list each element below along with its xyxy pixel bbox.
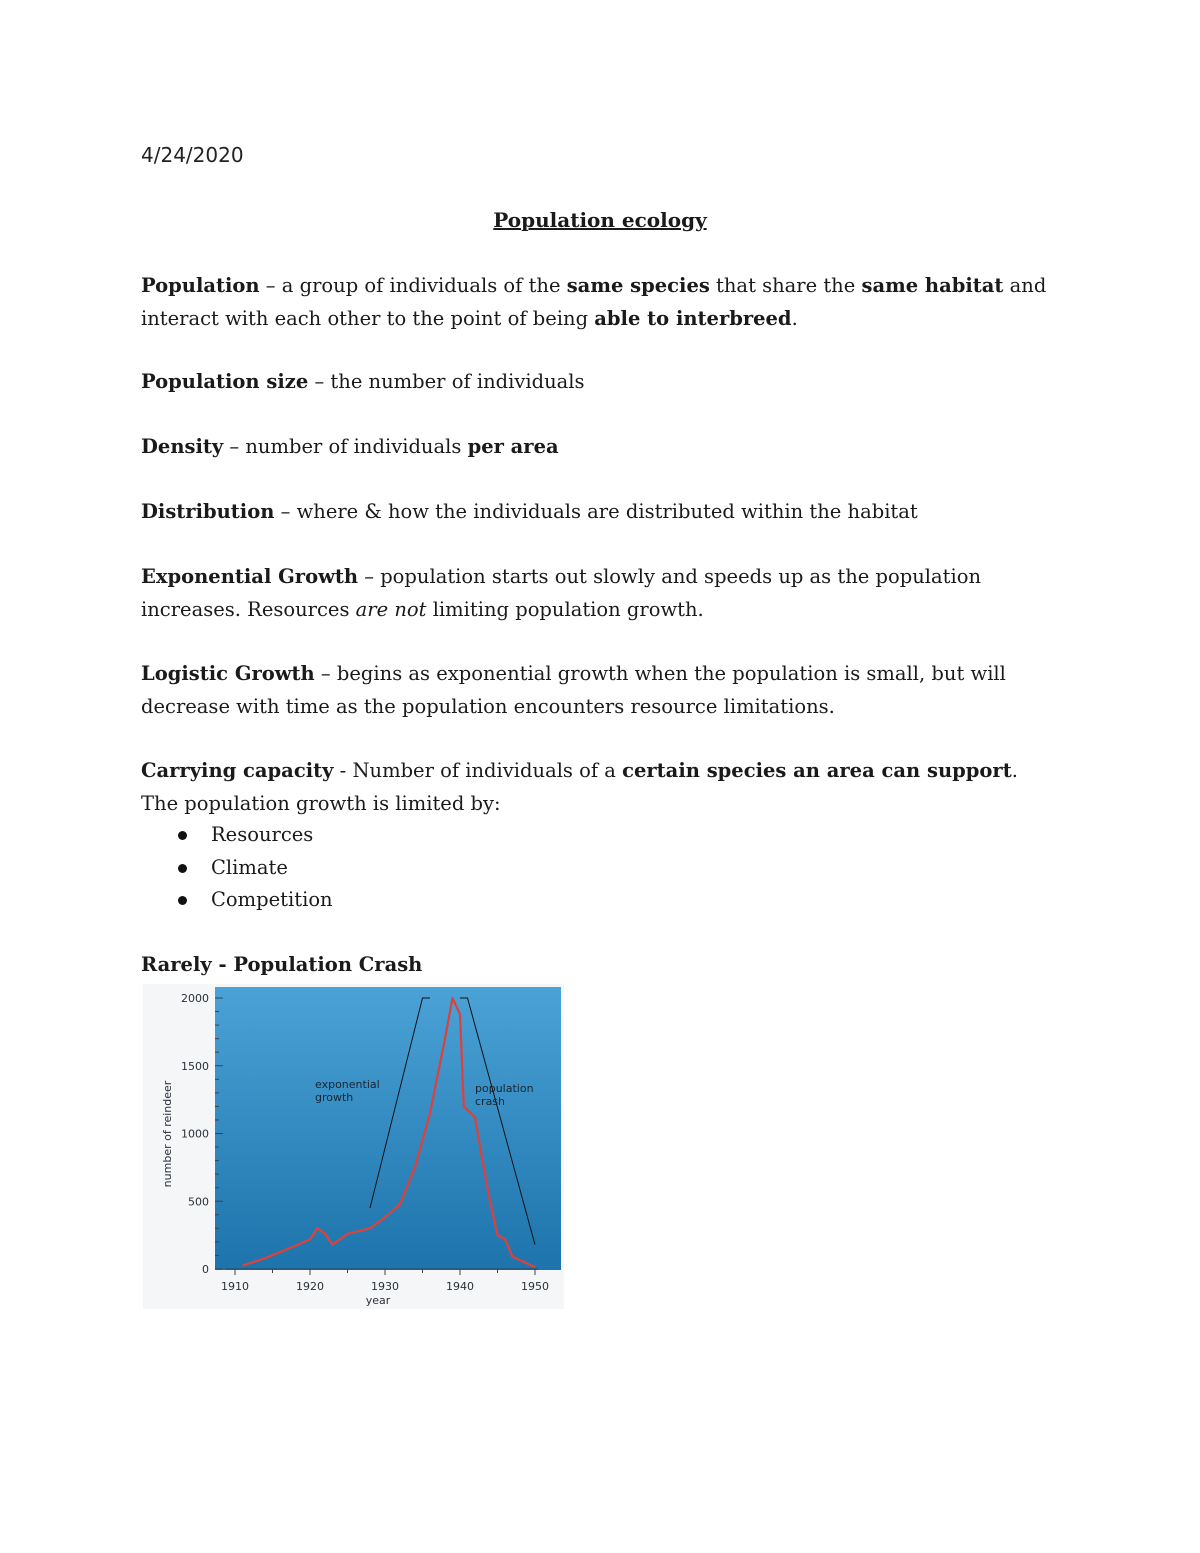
y-axis-label: number of reindeer (161, 1080, 174, 1188)
definition-density: Density – number of individuals per area (141, 435, 559, 458)
bullet-icon (178, 864, 187, 873)
x-tick-label: 1910 (221, 1280, 249, 1293)
definition-exponential-growth: Exponential Growth – population starts out slowly and speeds up as the population increases. Resources are not limiting population growth. (141, 565, 982, 621)
term: Carrying capacity (141, 759, 334, 782)
plot-area (215, 987, 561, 1270)
x-tick-label: 1940 (446, 1280, 474, 1293)
y-tick-label: 1500 (181, 1059, 209, 1073)
y-tick-label: 500 (188, 1195, 209, 1209)
bullet-icon (178, 831, 187, 840)
term: Density (141, 435, 224, 458)
x-axis-label: year (365, 1294, 391, 1307)
limited-by-text: The population growth is limited by: (141, 791, 501, 815)
y-tick-label: 2000 (181, 992, 209, 1005)
definition-logistic-growth: Logistic Growth – begins as exponential growth when the population is small, but will decrease with time as the population encounters resource limitations. (141, 662, 1006, 718)
x-tick-label: 1920 (296, 1280, 324, 1293)
list-item: Resources (141, 819, 333, 852)
population-crash-chart (143, 984, 564, 1309)
definition-carrying-capacity: Carrying capacity - Number of individuals of a certain species an area can support. The population growth is limited by: (141, 759, 1018, 815)
definition-population-size: Population size – the number of individuals (141, 370, 585, 393)
definition-population: Population – a group of individuals of the same species that share the same habitat and interact with each other to the point of being able to interbreed. (141, 274, 1047, 330)
term: Distribution (141, 500, 275, 523)
x-tick-label: 1930 (371, 1280, 399, 1293)
page-title: Population ecology (493, 208, 707, 232)
document-date: 4/24/2020 (141, 143, 244, 167)
term: Population (141, 274, 260, 297)
annotation-exponential-growth: exponential growth (315, 1078, 380, 1104)
x-tick-label: 1950 (521, 1280, 549, 1293)
annotation-population-crash: population crash (475, 1082, 534, 1108)
bullet-icon (178, 896, 187, 905)
definition-distribution: Distribution – where & how the individuals are distributed within the habitat (141, 500, 918, 523)
chart-svg (143, 984, 564, 1309)
y-tick-label: 0 (202, 1263, 209, 1276)
crash-heading: Rarely - Population Crash (141, 953, 423, 976)
list-item: Competition (141, 884, 333, 917)
term: Logistic Growth (141, 662, 315, 685)
list-item: Climate (141, 852, 333, 885)
y-tick-label: 1000 (181, 1127, 209, 1141)
term: Exponential Growth (141, 565, 359, 588)
limiting-factors-list (141, 819, 333, 917)
term: Population size (141, 370, 309, 393)
